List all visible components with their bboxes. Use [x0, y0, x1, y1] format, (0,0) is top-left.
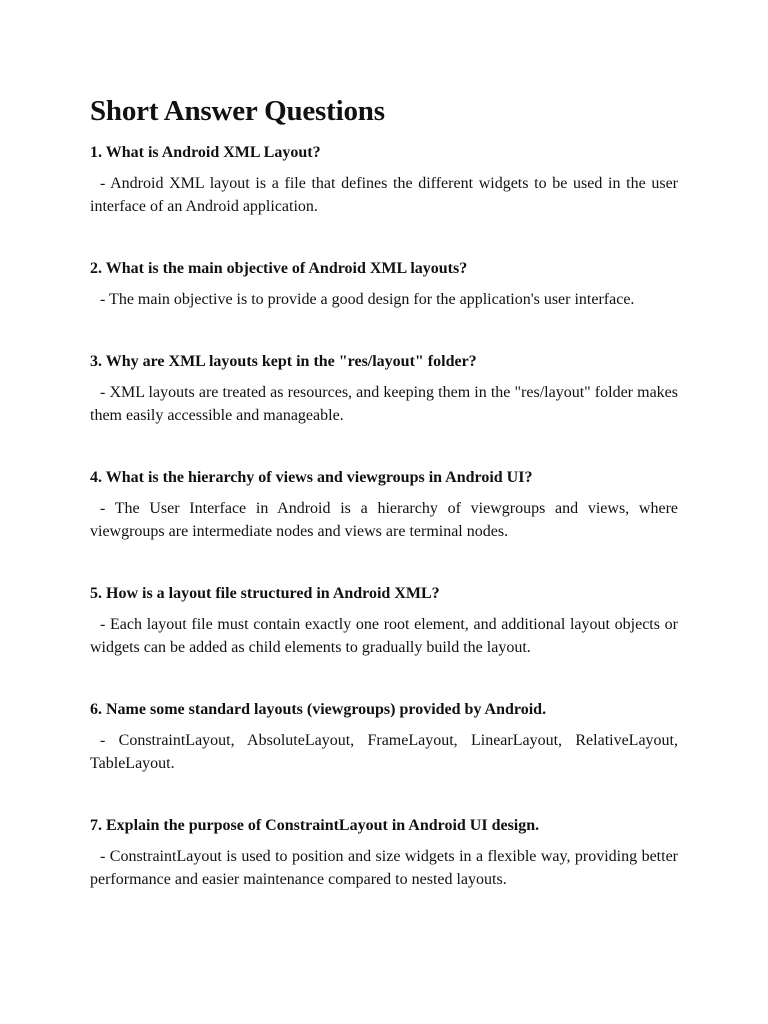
document-page	[90, 92, 678, 891]
answer-4: - The User Interface in Android is a hierarchy of viewgroups and views, where viewgroups are intermediate nodes and views are terminal nodes.	[90, 500, 678, 540]
page-title: Short Answer Questions	[90, 95, 385, 127]
question-7: 7. Explain the purpose of ConstraintLayout in Android UI design.	[90, 817, 540, 834]
answer-1: - Android XML layout is a file that defines the different widgets to be used in the user interface of an Android application.	[90, 175, 678, 215]
question-1: 1. What is Android XML Layout?	[90, 144, 321, 161]
qa-item-5	[90, 583, 678, 659]
question-4: 4. What is the hierarchy of views and viewgroups in Android UI?	[90, 469, 533, 486]
qa-item-3	[90, 351, 678, 427]
answer-7: - ConstraintLayout is used to position and size widgets in a flexible way, providing better performance and easier maintenance compared to nested layouts.	[90, 848, 678, 888]
question-6: 6. Name some standard layouts (viewgroups) provided by Android.	[90, 701, 547, 718]
question-3: 3. Why are XML layouts kept in the "res/layout" folder?	[90, 353, 477, 370]
qa-item-4	[90, 467, 678, 543]
qa-item-2	[90, 258, 678, 311]
answer-3: - XML layouts are treated as resources, and keeping them in the "res/layout" folder makes them easily accessible and manageable.	[90, 384, 678, 424]
answer-5: - Each layout file must contain exactly one root element, and additional layout objects or widgets can be added as child elements to gradually build the layout.	[90, 616, 678, 656]
answer-2: - The main objective is to provide a good design for the application's user interface.	[100, 291, 635, 308]
qa-item-7	[90, 815, 678, 891]
qa-item-1	[90, 142, 678, 218]
question-5: 5. How is a layout file structured in Android XML?	[90, 585, 440, 602]
question-2: 2. What is the main objective of Android XML layouts?	[90, 260, 468, 277]
answer-6: - ConstraintLayout, AbsoluteLayout, FrameLayout, LinearLayout, RelativeLayout, TableLayout.	[90, 732, 678, 772]
qa-item-6	[90, 699, 678, 775]
